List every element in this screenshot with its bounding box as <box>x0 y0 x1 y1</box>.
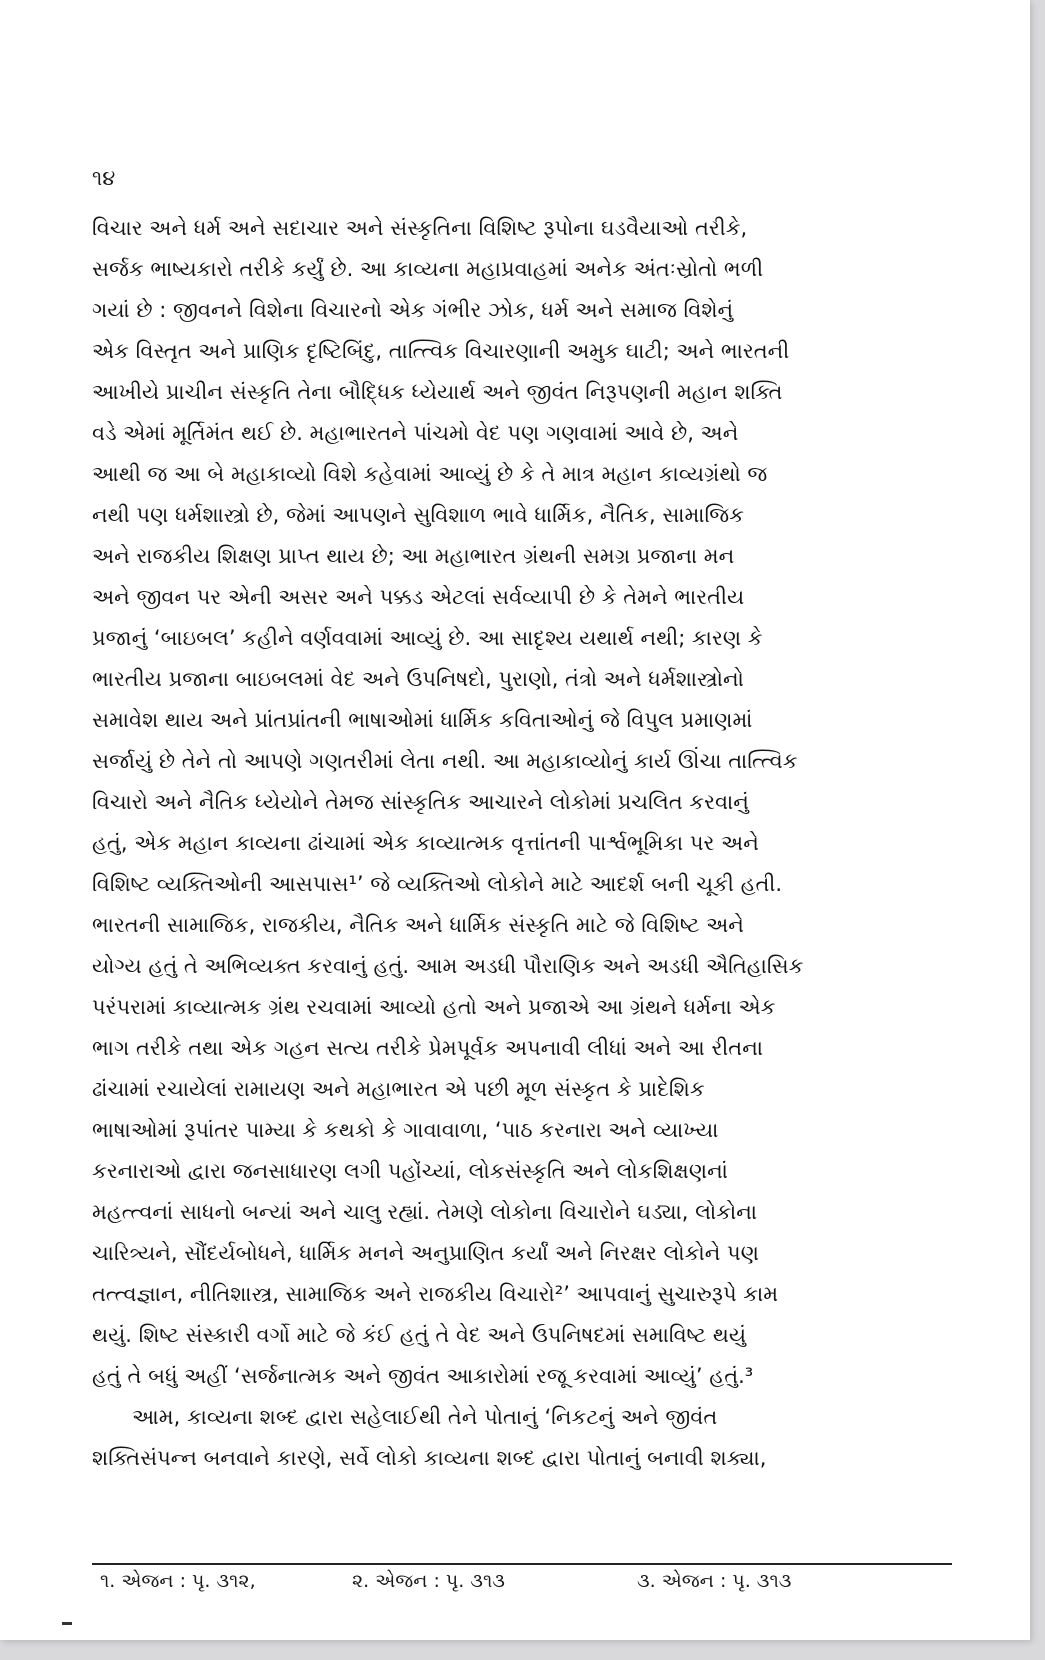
text-line: આખીયે પ્રાચીન સંસ્કૃતિ તેના બૌદ્ધિક ધ્યેયાર્થ અને જીવંત નિરૂપણની મહાન શક્તિ <box>92 380 783 404</box>
text-line: મહત્ત્વનાં સાધનો બન્યાં અને ચાલુ રહ્યાં. તેમણે લોકોના વિચારોને ઘડ્યા, લોકોના <box>92 1200 758 1224</box>
text-line: શક્તિસંપન્ન બનવાને કારણે, સર્વે લોકો કાવ્યના શબ્દ દ્વારા પોતાનું બનાવી શક્યા, <box>92 1446 767 1470</box>
text-line: થયું. શિષ્ટ સંસ્કારી વર્ગો માટે જે કંઈ હતું તે વેદ અને ઉપનિષદમાં સમાવિષ્ટ થયું <box>92 1323 747 1347</box>
text-line: તત્ત્વજ્ઞાન, નીતિશાસ્ત્ર, સામાજિક અને રાજકીય વિચારો²’ આપવાનું સુચારુરૂપે કામ <box>92 1282 779 1306</box>
text-line: આથી જ આ બે મહાકાવ્યો વિશે કહેવામાં આવ્યું છે કે તે માત્ર મહાન કાવ્યગ્રંથો જ <box>92 462 768 486</box>
text-line: વિચારો અને નૈતિક ધ્યેયોને તેમજ સાંસ્કૃતિક આચારને લોકોમાં પ્રચલિત કરવાનું <box>92 790 749 814</box>
text-line: ભારતની સામાજિક, રાજકીય, નૈતિક અને ધાર્મિક સંસ્કૃતિ માટે જે વિશિષ્ટ અને <box>92 913 744 937</box>
page-mark <box>62 1622 72 1625</box>
text-line: પ્રજાનું ‘બાઇબલ’ કહીને વર્ણવવામાં આવ્યું છે. આ સાદૃશ્ય યથાર્થ નથી; કારણ કે <box>92 626 763 650</box>
text-line: અને જીવન પર એની અસર અને પક્કડ એટલાં સર્વવ્યાપી છે કે તેમને ભારતીય <box>92 585 745 609</box>
text-line: ભારતીય પ્રજાના બાઇબલમાં વેદ અને ઉપનિષદો, પુરાણો, તંત્રો અને ધર્મશાસ્ત્રોનો <box>92 667 744 691</box>
text-line: વડે એમાં મૂર્તિમંત થઈ છે. મહાભારતને પાંચમો વેદ પણ ગણવામાં આવે છે, અને <box>92 421 739 445</box>
text-line: ભાગ તરીકે તથા એક ગહન સત્ય તરીકે પ્રેમપૂર્વક અપનાવી લીધાં અને આ રીતના <box>92 1036 764 1060</box>
text-line: ચારિત્ર્યને, સૌંદર્યબોધને, ધાર્મિક મનને અનુપ્રાણિત કર્યાં અને નિરક્ષર લોકોને પણ <box>92 1241 759 1265</box>
text-line: અને રાજકીય શિક્ષણ પ્રાપ્ત થાય છે; આ મહાભારત ગ્રંથની સમગ્ર પ્રજાના મન <box>92 544 735 568</box>
page-number: ૧૪ <box>92 166 116 190</box>
text-line: આમ, કાવ્યના શબ્દ દ્વારા સહેલાઈથી તેને પોતાનું ‘નિકટનું અને જીવંત <box>92 1405 718 1429</box>
footnote-3: ૩. એજન : પૃ. ૩૧૩ <box>637 1570 792 1592</box>
footnote-rule <box>92 1563 952 1565</box>
text-line: વિશિષ્ટ વ્યક્તિઓની આસપાસ¹’ જે વ્યક્તિઓ લોકોને માટે આદર્શ બની ચૂકી હતી. <box>92 872 783 896</box>
footnotes <box>92 1570 952 1604</box>
text-line: ભાષાઓમાં રૂપાંતર પામ્યા કે કથકો કે ગાવાવાળા, ‘પાઠ કરનારા અને વ્યાખ્યા <box>92 1118 719 1142</box>
text-line: હતું તે બધું અહીં ‘સર્જનાત્મક અને જીવંત આકારોમાં રજૂ કરવામાં આવ્યું’ હતું.³ <box>92 1364 754 1388</box>
footnote-1: ૧. એજન : પૃ. ૩૧૨, <box>100 1570 256 1592</box>
text-line: ગયાં છે : જીવનને વિશેના વિચારનો એક ગંભીર ઝોક, ધર્મ અને સમાજ વિશેનું <box>92 298 734 322</box>
text-line: પરંપરામાં કાવ્યાત્મક ગ્રંથ રચવામાં આવ્યો હતો અને પ્રજાએ આ ગ્રંથને ધર્મના એક <box>92 995 776 1019</box>
body-text <box>92 208 952 1479</box>
text-line: કરનારાઓ દ્વારા જનસાધારણ લગી પહોંચ્યાં, લોકસંસ્કૃતિ અને લોકશિક્ષણનાં <box>92 1159 728 1183</box>
text-line: વિચાર અને ધર્મ અને સદાચાર અને સંસ્કૃતિના વિશિષ્ટ રૂપોના ઘડવૈયાઓ તરીકે, <box>92 216 748 240</box>
text-line: એક વિસ્તૃત અને પ્રાણિક દૃષ્ટિબિંદુ, તાત્ત્વિક વિચારણાની અમુક ઘાટી; અને ભારતની <box>92 339 790 363</box>
text-line: સમાવેશ થાય અને પ્રાંતપ્રાંતની ભાષાઓમાં ધાર્મિક કવિતાઓનું જે વિપુલ પ્રમાણમાં <box>92 708 753 732</box>
text-line: યોગ્ય હતું તે અભિવ્યક્ત કરવાનું હતું. આમ અડધી પૌરાણિક અને અડધી ઐતિહાસિક <box>92 954 804 978</box>
text-line: નથી પણ ધર્મશાસ્ત્રો છે, જેમાં આપણને સુવિશાળ ભાવે ધાર્મિક, નૈતિક, સામાજિક <box>92 503 744 527</box>
text-line: હતું, એક મહાન કાવ્યના ઢાંચામાં એક કાવ્યાત્મક વૃત્તાંતની પાર્શ્વભૂમિકા પર અને <box>92 831 759 855</box>
text-line: સર્જાયું છે તેને તો આપણે ગણતરીમાં લેતા નથી. આ મહાકાવ્યોનું કાર્ય ઊંચા તાત્ત્વિક <box>92 749 798 773</box>
text-line: ઢાંચામાં રચાયેલાં રામાયણ અને મહાભારત એ પછી મૂળ સંસ્કૃત કે પ્રાદેશિક <box>92 1077 705 1101</box>
footnote-2: ૨. એજન : પૃ. ૩૧૩ <box>352 1570 505 1592</box>
text-line: સર્જક ભાષ્યકારો તરીકે કર્યું છે. આ કાવ્યના મહાપ્રવાહમાં અનેક અંતઃસ્રોતો ભળી <box>92 257 764 281</box>
